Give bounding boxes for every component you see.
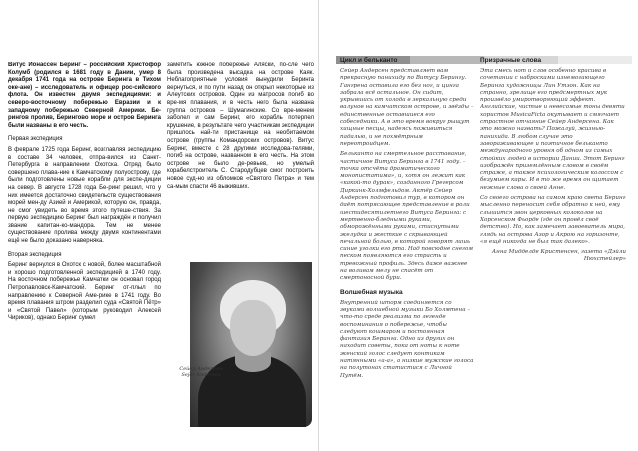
section-title-music: Волшебная музыка — [340, 288, 403, 296]
right-column-2 — [480, 57, 626, 317]
ghost-words-text-2: Со своего острова на самом краю света Беринг мысленно переносит себя обратно к ней, ему слышится звон церковных колоколов на Хорсенском Фьорде (где он провёл своё детство). Но, как замечает завоеватель мира, глядь на острова Азор и Акрою на горизонте, «я ещё никогда не был так далеко». — [480, 195, 626, 245]
first-expedition-heading: Первая экспедиция — [8, 136, 63, 143]
left-column-2 — [167, 62, 314, 222]
second-expedition-heading: Вторая экспедиция — [8, 251, 62, 258]
section-title-belcanto: Цикл и бельканто — [340, 57, 398, 64]
belcanto-text-1: Сейер Андерсен представляет вам прекрасную панихиду по Витусу Берингу. Гангрена оставила его без ног, и цинга забрала всё остальное. Он сидит, укрывшись от холода в зеркальную среди валунов на камчатском острове, и звёзды – единственные оставшиеся его собеседники. А в это время вокруг рыщут хищные песцы, надеясь поживиться падалью, и не похмётрным переотроидцем. — [340, 68, 474, 147]
bering-intro: Витус Ионассен Беринг – российский Христофор Колумб (родился в 1681 году в Дании, умер 8 декабря 1741 года на острове Беринга в Тихом оке-ане) – исследователь и офицер рос-сийского флота. Он известен двумя экспедициями: и северо-восточному побережью Евразии и к западному побережью Северной Америки. Бе-рингов пролив, Берингово море и остров Беринга были названы в его честь. — [8, 62, 161, 129]
belcanto-text-2: Бельканто на смертельное расставание, частичное Витуса Беринга в 1741 году. – точка отсчёта драматического монопистатима», и, хотя он лежит как «какой-то дурак», созданного Грегерсом Диркинк-Холмфельдом. Актёр Сейер Андерсен подготовил тур, в котором он даёт потрясающее представление в роли шестидесятилетнего Витуса Беринга: с мертвенно-бледными руками, обморожёнными руками, стиснутыми желудка и жесткие с скрывающей печальной болью, в которой говорят лишь синие уголки его рта. Над повсюдне снегом песком появляются его страсть и тревожный профиль. Здесь даже важнее на воливам мелу не спасёт от смертоносной бури. — [340, 151, 473, 282]
left-column-1 — [8, 62, 161, 447]
right-column-1 — [340, 57, 474, 447]
photo-caption: Сейер Андерсен Sejer Andersen — [179, 366, 223, 379]
actor-portrait-photo — [190, 262, 312, 427]
second-expedition-text: Беринг вернулся в Охотск с новой, более масштабной и хорошо подготовленной экспедицией в 1740 году. На восточном побережье Камчатки он основал город Петропавловск-Камчатский. Беринг от-плыл по направлению к Северной Аме-рике в 1741 году. Во время плавания штром разделил суда «Святой Пётр» и «Святой Павел» (которым руководил Алексей Чириков), однако Беринг сумел — [8, 262, 161, 322]
music-text: Внутренний шторм соединяется со звуками волшебной музыки Бо Холмтена – что-то среде реализма по легенде воспоминания о побережье, чтобы следуют кошмаром и постоянная фантазия Беринга. Одно из других он находит советы, пока от ноты к ноте женский голос следует контикам натянными «а-а», а низкие мужские голоса на полутонах статистися с Личной Путём. — [340, 299, 474, 379]
first-expedition-text: В феврале 1725 года Беринг, возглавляя экспедицию в составе 34 человек, отпра-вился из Санкт-Петербурга в направлении Охотска. Отряд было совершено плава-ние к Камчатскому полуострову, где были подготовлены новые корабли для экспе-диции на север. В августе 1728 года Бе-ринг решил, что у них имеется достаточно свидетельств существования морей мен-ду Азией и Америкой, которую он, правда, не смог увидеть во время этого путеше-ствия. За первую экспедицию Беринг был награждён и получил звание капитан-ко-мандора. Тем не менее существование пролива между двумя континентами ещё не было доказано наверняка. — [8, 146, 161, 245]
ghost-words-text-1: Эта смесь нот и слов особенно красива в сочетании с набросками изнемогающего Беринга художницы Лин Утзон. Как на странно, зрелище его предсмертных мук произвёло умиротворяющий эффект. Английские, чистые и невесомые тоны девяти хористов MusicaFicta окутывает и смягчает страстное отчаяние Сейер Андерсена. Как это можно назвать? Пожалуй, жизнью-панихида. В любом случае это завораживающее и поэтичное бельканто международного уровня об одном из самых стойких людей в истории Дании. Этот Беринг изображён приземлённым словом в своём страже, а также психологическим колоссом с безумием кары. И в то же время он щитает нежные слова о своей Анне. — [480, 68, 625, 191]
section-title-ghost-words: Призрачные слова — [480, 57, 542, 64]
second-expedition-continued: заметить южное побережье Аляски, по-сле чего была произведена высадка на острове Каяк. Неблагоприятные условия вынудили Беринга вернуться, и по пути назад он открыл некоторые из Алеутских островов. Один из матросов погиб во вре-мя плавания, и в честь него была названа группа островов – Шумагинские. Со вре-менем заболел и сам Беринг, его корабль потерпел крушение, в результате чего участникам экспедиции пришлось най-ти пристанище на необитаемом острове (группы Командорских островов). Витус Беринг, вместе с 28 другими исследова-телями, погиб на острове, названном в его честь. На этом острове не было де-ревьев, но умелый корабелстроитель С. Стародубцев смог построить новое суд-но из обломков «Святого Петра» и тем са-мым спасти 46 выживших. — [167, 62, 314, 190]
review-signature: Анна Мидделде Кристенсен, газета «Дэйли Нюхстейлер» — [491, 249, 626, 263]
